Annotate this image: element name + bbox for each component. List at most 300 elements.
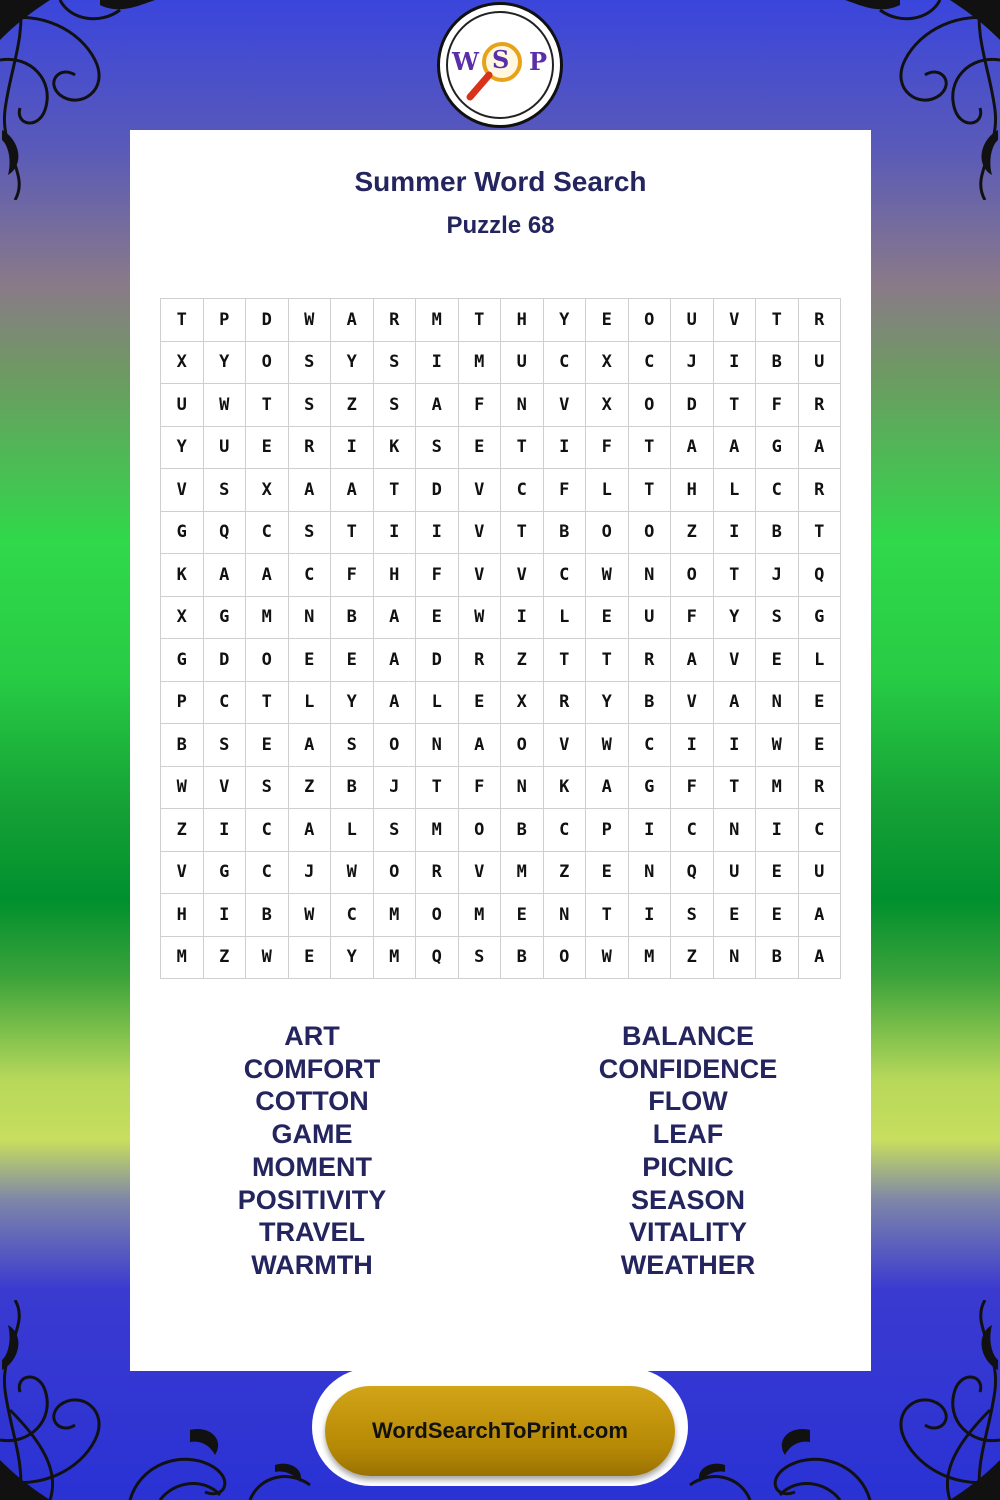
grid-cell[interactable]: M [373,936,416,979]
grid-cell[interactable]: W [586,724,629,767]
grid-cell[interactable]: W [203,384,246,427]
grid-cell[interactable]: E [756,639,799,682]
grid-cell[interactable]: T [798,511,841,554]
grid-cell[interactable]: V [161,851,204,894]
grid-cell[interactable]: Z [501,639,544,682]
grid-cell[interactable]: I [373,511,416,554]
word-list-item: SEASON [630,1184,746,1215]
grid-cell[interactable]: C [246,511,289,554]
grid-cell[interactable]: B [331,596,374,639]
grid-cell[interactable]: D [416,639,459,682]
grid-cell[interactable]: I [416,341,459,384]
grid-cell[interactable]: U [713,851,756,894]
grid-cell[interactable]: M [161,936,204,979]
grid-cell[interactable]: R [288,426,331,469]
word-list-item: WEATHER [620,1249,756,1280]
grid-cell[interactable]: H [501,299,544,342]
grid-cell[interactable]: C [798,809,841,852]
word-list-item: LEAF [652,1119,724,1150]
grid-cell[interactable]: M [373,894,416,937]
grid-cell[interactable]: A [713,681,756,724]
grid-cell[interactable]: S [246,766,289,809]
grid-cell[interactable]: V [713,639,756,682]
grid-cell[interactable]: C [671,809,714,852]
grid-row [161,341,841,384]
grid-cell[interactable]: O [458,809,501,852]
grid-cell[interactable]: A [288,724,331,767]
grid-cell[interactable]: B [756,511,799,554]
scroll-ornament-left [0,1370,320,1500]
grid-cell[interactable]: C [543,341,586,384]
grid-cell[interactable]: C [501,469,544,512]
grid-row [161,851,841,894]
grid-cell[interactable]: Y [331,936,374,979]
grid-cell[interactable]: O [373,851,416,894]
grid-cell[interactable]: W [586,936,629,979]
grid-cell[interactable]: Z [161,809,204,852]
grid-cell[interactable]: T [373,469,416,512]
grid-cell[interactable]: W [756,724,799,767]
word-list-item: POSITIVITY [237,1184,387,1215]
scroll-ornament-right [680,1370,1000,1500]
grid-cell[interactable]: S [373,809,416,852]
word-list-item: GAME [271,1119,353,1150]
grid-cell[interactable]: R [416,851,459,894]
grid-cell[interactable]: V [203,766,246,809]
logo-letter-w: W [452,47,479,76]
grid-cell[interactable]: Y [331,341,374,384]
grid-cell[interactable]: A [373,596,416,639]
grid-cell[interactable]: I [628,809,671,852]
grid-cell[interactable]: E [501,894,544,937]
grid-cell[interactable]: N [628,554,671,597]
word-list-item: COMFORT [243,1053,381,1084]
grid-cell[interactable]: V [713,299,756,342]
letter-grid[interactable] [160,298,841,979]
grid-cell[interactable]: M [416,299,459,342]
grid-cell[interactable]: D [246,299,289,342]
grid-cell[interactable]: Z [288,766,331,809]
grid-cell[interactable]: M [458,894,501,937]
grid-cell[interactable]: G [203,851,246,894]
puzzle-title: Summer Word Search [354,166,647,197]
grid-cell[interactable]: V [671,681,714,724]
grid-cell[interactable]: R [543,681,586,724]
grid-cell[interactable]: E [416,596,459,639]
grid-cell[interactable]: A [246,554,289,597]
grid-row [161,596,841,639]
grid-cell[interactable]: D [203,639,246,682]
grid-row [161,384,841,427]
grid-cell[interactable]: G [161,639,204,682]
grid-cell[interactable]: G [628,766,671,809]
grid-cell[interactable]: T [331,511,374,554]
grid-cell[interactable]: M [458,341,501,384]
grid-cell[interactable]: O [501,724,544,767]
grid-cell[interactable]: V [543,724,586,767]
grid-cell[interactable]: O [671,554,714,597]
grid-cell[interactable]: F [458,384,501,427]
grid-cell[interactable]: T [246,681,289,724]
grid-cell[interactable]: Z [671,511,714,554]
grid-cell[interactable]: N [628,851,671,894]
grid-cell[interactable]: S [416,426,459,469]
grid-cell[interactable]: U [161,384,204,427]
word-list-left [162,1020,462,1282]
grid-cell[interactable]: O [543,936,586,979]
grid-cell[interactable]: E [586,299,629,342]
grid-cell[interactable]: F [671,766,714,809]
puzzle-number: Puzzle 68 [446,212,555,239]
grid-cell[interactable]: X [246,469,289,512]
grid-cell[interactable]: L [713,469,756,512]
grid-cell[interactable]: V [161,469,204,512]
grid-cell[interactable]: E [331,639,374,682]
grid-cell[interactable]: C [246,809,289,852]
grid-cell[interactable]: E [756,894,799,937]
grid-cell[interactable]: T [543,639,586,682]
grid-cell[interactable]: N [501,766,544,809]
grid-cell[interactable]: J [373,766,416,809]
grid-cell[interactable]: Q [798,554,841,597]
grid-cell[interactable]: L [416,681,459,724]
grid-cell[interactable]: A [798,426,841,469]
grid-cell[interactable]: O [246,639,289,682]
grid-cell[interactable]: E [586,596,629,639]
word-list-item: ART [284,1021,340,1051]
grid-cell[interactable]: V [458,511,501,554]
grid-cell[interactable]: N [501,384,544,427]
grid-cell[interactable]: B [501,936,544,979]
grid-cell[interactable]: X [161,341,204,384]
grid-cell[interactable]: S [203,469,246,512]
grid-cell[interactable]: U [671,299,714,342]
grid-cell[interactable]: U [628,596,671,639]
grid-cell[interactable]: E [246,724,289,767]
grid-row [161,724,841,767]
grid-cell[interactable]: S [458,936,501,979]
grid-cell[interactable]: V [458,554,501,597]
grid-cell[interactable]: P [203,299,246,342]
grid-cell[interactable]: T [416,766,459,809]
grid-cell[interactable]: L [543,596,586,639]
grid-cell[interactable]: U [203,426,246,469]
grid-cell[interactable]: S [288,341,331,384]
grid-cell[interactable]: M [246,596,289,639]
word-list-item: MOMENT [252,1151,372,1182]
grid-cell[interactable]: B [501,809,544,852]
grid-cell[interactable]: I [713,511,756,554]
grid-cell[interactable]: R [628,639,671,682]
grid-cell[interactable]: C [543,554,586,597]
grid-cell[interactable]: A [671,426,714,469]
grid-cell[interactable]: I [416,511,459,554]
grid-cell[interactable]: O [628,511,671,554]
grid-cell[interactable]: X [501,681,544,724]
grid-cell[interactable]: U [501,341,544,384]
grid-cell[interactable]: A [416,384,459,427]
grid-row [161,639,841,682]
grid-cell[interactable]: N [288,596,331,639]
grid-cell[interactable]: S [203,724,246,767]
grid-cell[interactable]: F [756,384,799,427]
grid-cell[interactable]: T [628,469,671,512]
grid-row [161,766,841,809]
grid-cell[interactable]: E [756,851,799,894]
grid-cell[interactable]: S [373,384,416,427]
grid-cell[interactable]: W [288,299,331,342]
grid-cell[interactable]: R [458,639,501,682]
grid-cell[interactable]: M [416,809,459,852]
grid-cell[interactable]: R [373,299,416,342]
logo-letter-s: S [492,45,510,74]
grid-cell[interactable]: S [671,894,714,937]
grid-cell[interactable]: I [203,894,246,937]
grid-cell[interactable]: A [203,554,246,597]
grid-cell[interactable]: U [798,851,841,894]
grid-cell[interactable]: E [458,681,501,724]
grid-cell[interactable]: E [713,894,756,937]
grid-cell[interactable]: N [756,681,799,724]
grid-cell[interactable]: K [543,766,586,809]
grid-cell[interactable]: S [331,724,374,767]
grid-cell[interactable]: B [246,894,289,937]
grid-cell[interactable]: S [288,384,331,427]
grid-cell[interactable]: W [458,596,501,639]
grid-cell[interactable]: H [161,894,204,937]
grid-cell[interactable]: G [161,511,204,554]
logo-letter-p: P [529,47,548,76]
word-list-item: FLOW [648,1086,728,1117]
grid-cell[interactable]: B [756,936,799,979]
grid-cell[interactable]: K [161,554,204,597]
grid-cell[interactable]: T [501,511,544,554]
grid-cell[interactable]: R [798,766,841,809]
grid-cell[interactable]: V [458,851,501,894]
grid-cell[interactable]: D [671,384,714,427]
grid-cell[interactable]: T [586,639,629,682]
grid-cell[interactable]: G [203,596,246,639]
grid-cell[interactable]: Z [543,851,586,894]
grid-cell[interactable]: N [416,724,459,767]
grid-cell[interactable]: E [798,724,841,767]
grid-cell[interactable]: C [628,341,671,384]
grid-cell[interactable]: N [713,809,756,852]
grid-cell[interactable]: B [756,341,799,384]
grid-cell[interactable]: H [671,469,714,512]
word-list-item: CONFIDENCE [598,1053,778,1084]
grid-cell[interactable]: D [416,469,459,512]
grid-cell[interactable]: R [798,469,841,512]
grid-cell[interactable]: Y [543,299,586,342]
grid-cell[interactable]: C [756,469,799,512]
grid-cell[interactable]: E [246,426,289,469]
grid-cell[interactable]: O [246,341,289,384]
grid-cell[interactable]: I [671,724,714,767]
grid-cell[interactable]: I [203,809,246,852]
grid-cell[interactable]: S [756,596,799,639]
grid-cell[interactable]: F [671,596,714,639]
grid-cell[interactable]: C [288,554,331,597]
grid-cell[interactable]: X [586,341,629,384]
grid-cell[interactable]: E [586,851,629,894]
grid-cell[interactable]: I [756,809,799,852]
grid-cell[interactable]: F [416,554,459,597]
grid-cell[interactable]: F [331,554,374,597]
grid-cell[interactable]: R [798,384,841,427]
grid-cell[interactable]: E [798,681,841,724]
grid-cell[interactable]: A [798,936,841,979]
word-list-item: VITALITY [629,1217,747,1248]
site-link-button[interactable] [325,1386,675,1476]
grid-row [161,894,841,937]
grid-cell[interactable]: B [161,724,204,767]
grid-cell[interactable]: V [501,554,544,597]
grid-cell[interactable]: A [373,681,416,724]
grid-cell[interactable]: Y [713,596,756,639]
grid-cell[interactable]: W [586,554,629,597]
grid-cell[interactable]: W [246,936,289,979]
grid-cell[interactable]: F [586,426,629,469]
grid-cell[interactable]: T [458,299,501,342]
grid-cell[interactable]: C [246,851,289,894]
grid-row [161,554,841,597]
grid-cell[interactable]: V [543,384,586,427]
grid-cell[interactable]: T [713,554,756,597]
grid-cell[interactable]: J [756,554,799,597]
grid-cell[interactable]: P [586,809,629,852]
grid-cell[interactable]: W [288,894,331,937]
grid-cell[interactable]: G [798,596,841,639]
grid-cell[interactable]: Z [203,936,246,979]
grid-cell[interactable]: N [713,936,756,979]
grid-cell[interactable]: T [713,384,756,427]
grid-cell[interactable]: H [373,554,416,597]
grid-cell[interactable]: O [628,384,671,427]
grid-cell[interactable]: A [458,724,501,767]
grid-cell[interactable]: T [713,766,756,809]
grid-cell[interactable]: V [458,469,501,512]
grid-cell[interactable]: N [543,894,586,937]
grid-cell[interactable]: I [713,724,756,767]
grid-cell[interactable]: J [671,341,714,384]
grid-cell[interactable]: L [331,809,374,852]
grid-cell[interactable]: M [756,766,799,809]
site-url: WordSearchToPrint.com [372,1418,628,1443]
grid-cell[interactable]: C [331,894,374,937]
grid-cell[interactable]: C [543,809,586,852]
grid-cell[interactable]: Y [331,681,374,724]
grid-cell[interactable]: E [458,426,501,469]
grid-cell[interactable]: C [203,681,246,724]
grid-cell[interactable]: Y [586,681,629,724]
grid-cell[interactable]: W [161,766,204,809]
grid-cell[interactable]: B [628,681,671,724]
grid-cell[interactable]: T [246,384,289,427]
site-logo[interactable] [437,2,563,128]
grid-cell[interactable]: F [458,766,501,809]
grid-cell[interactable]: L [586,469,629,512]
grid-cell[interactable]: A [331,469,374,512]
grid-cell[interactable]: K [373,426,416,469]
grid-cell[interactable]: J [288,851,331,894]
grid-cell[interactable]: A [288,809,331,852]
grid-cell[interactable]: Q [203,511,246,554]
grid-cell[interactable]: O [373,724,416,767]
grid-row [161,426,841,469]
grid-cell[interactable]: A [713,426,756,469]
grid-cell[interactable]: A [331,299,374,342]
grid-cell[interactable]: R [798,299,841,342]
grid-cell[interactable]: U [798,341,841,384]
grid-cell[interactable]: O [586,511,629,554]
grid-cell[interactable]: T [161,299,204,342]
grid-cell[interactable]: S [373,341,416,384]
grid-cell[interactable]: I [543,426,586,469]
grid-cell[interactable]: X [161,596,204,639]
grid-cell[interactable]: T [628,426,671,469]
grid-cell[interactable]: A [671,639,714,682]
word-list-right [538,1020,838,1282]
grid-cell[interactable]: M [628,936,671,979]
grid-cell[interactable]: Q [671,851,714,894]
grid-cell[interactable]: T [586,894,629,937]
grid-cell[interactable]: M [501,851,544,894]
grid-cell[interactable]: A [798,894,841,937]
grid-cell[interactable]: B [543,511,586,554]
grid-cell[interactable]: Y [203,341,246,384]
grid-cell[interactable]: F [543,469,586,512]
grid-cell[interactable]: E [288,639,331,682]
grid-cell[interactable]: O [628,299,671,342]
grid-cell[interactable]: Y [161,426,204,469]
footer-banner [312,1368,688,1486]
grid-cell[interactable]: I [628,894,671,937]
grid-cell[interactable]: I [331,426,374,469]
grid-cell[interactable]: I [501,596,544,639]
grid-row [161,511,841,554]
grid-cell[interactable]: C [628,724,671,767]
grid-cell[interactable]: Z [671,936,714,979]
grid-cell[interactable]: B [331,766,374,809]
grid-cell[interactable]: A [586,766,629,809]
word-list-item: TRAVEL [259,1217,365,1248]
grid-cell[interactable]: Z [331,384,374,427]
grid-cell[interactable]: T [501,426,544,469]
grid-cell[interactable]: L [798,639,841,682]
grid-cell[interactable]: E [288,936,331,979]
grid-cell[interactable]: A [288,469,331,512]
grid-cell[interactable]: L [288,681,331,724]
grid-cell[interactable]: O [416,894,459,937]
grid-row [161,299,841,342]
grid-cell[interactable]: T [756,299,799,342]
word-list-item: COTTON [255,1086,369,1117]
grid-cell[interactable]: Q [416,936,459,979]
grid-cell[interactable]: S [288,511,331,554]
grid-cell[interactable]: I [713,341,756,384]
grid-cell[interactable]: G [756,426,799,469]
grid-row [161,469,841,512]
grid-row [161,681,841,724]
grid-cell[interactable]: W [331,851,374,894]
grid-cell[interactable]: A [373,639,416,682]
puzzle-card [130,130,871,1371]
grid-cell[interactable]: P [161,681,204,724]
word-list-item: PICNIC [642,1151,734,1182]
grid-cell[interactable]: X [586,384,629,427]
grid-row [161,936,841,979]
